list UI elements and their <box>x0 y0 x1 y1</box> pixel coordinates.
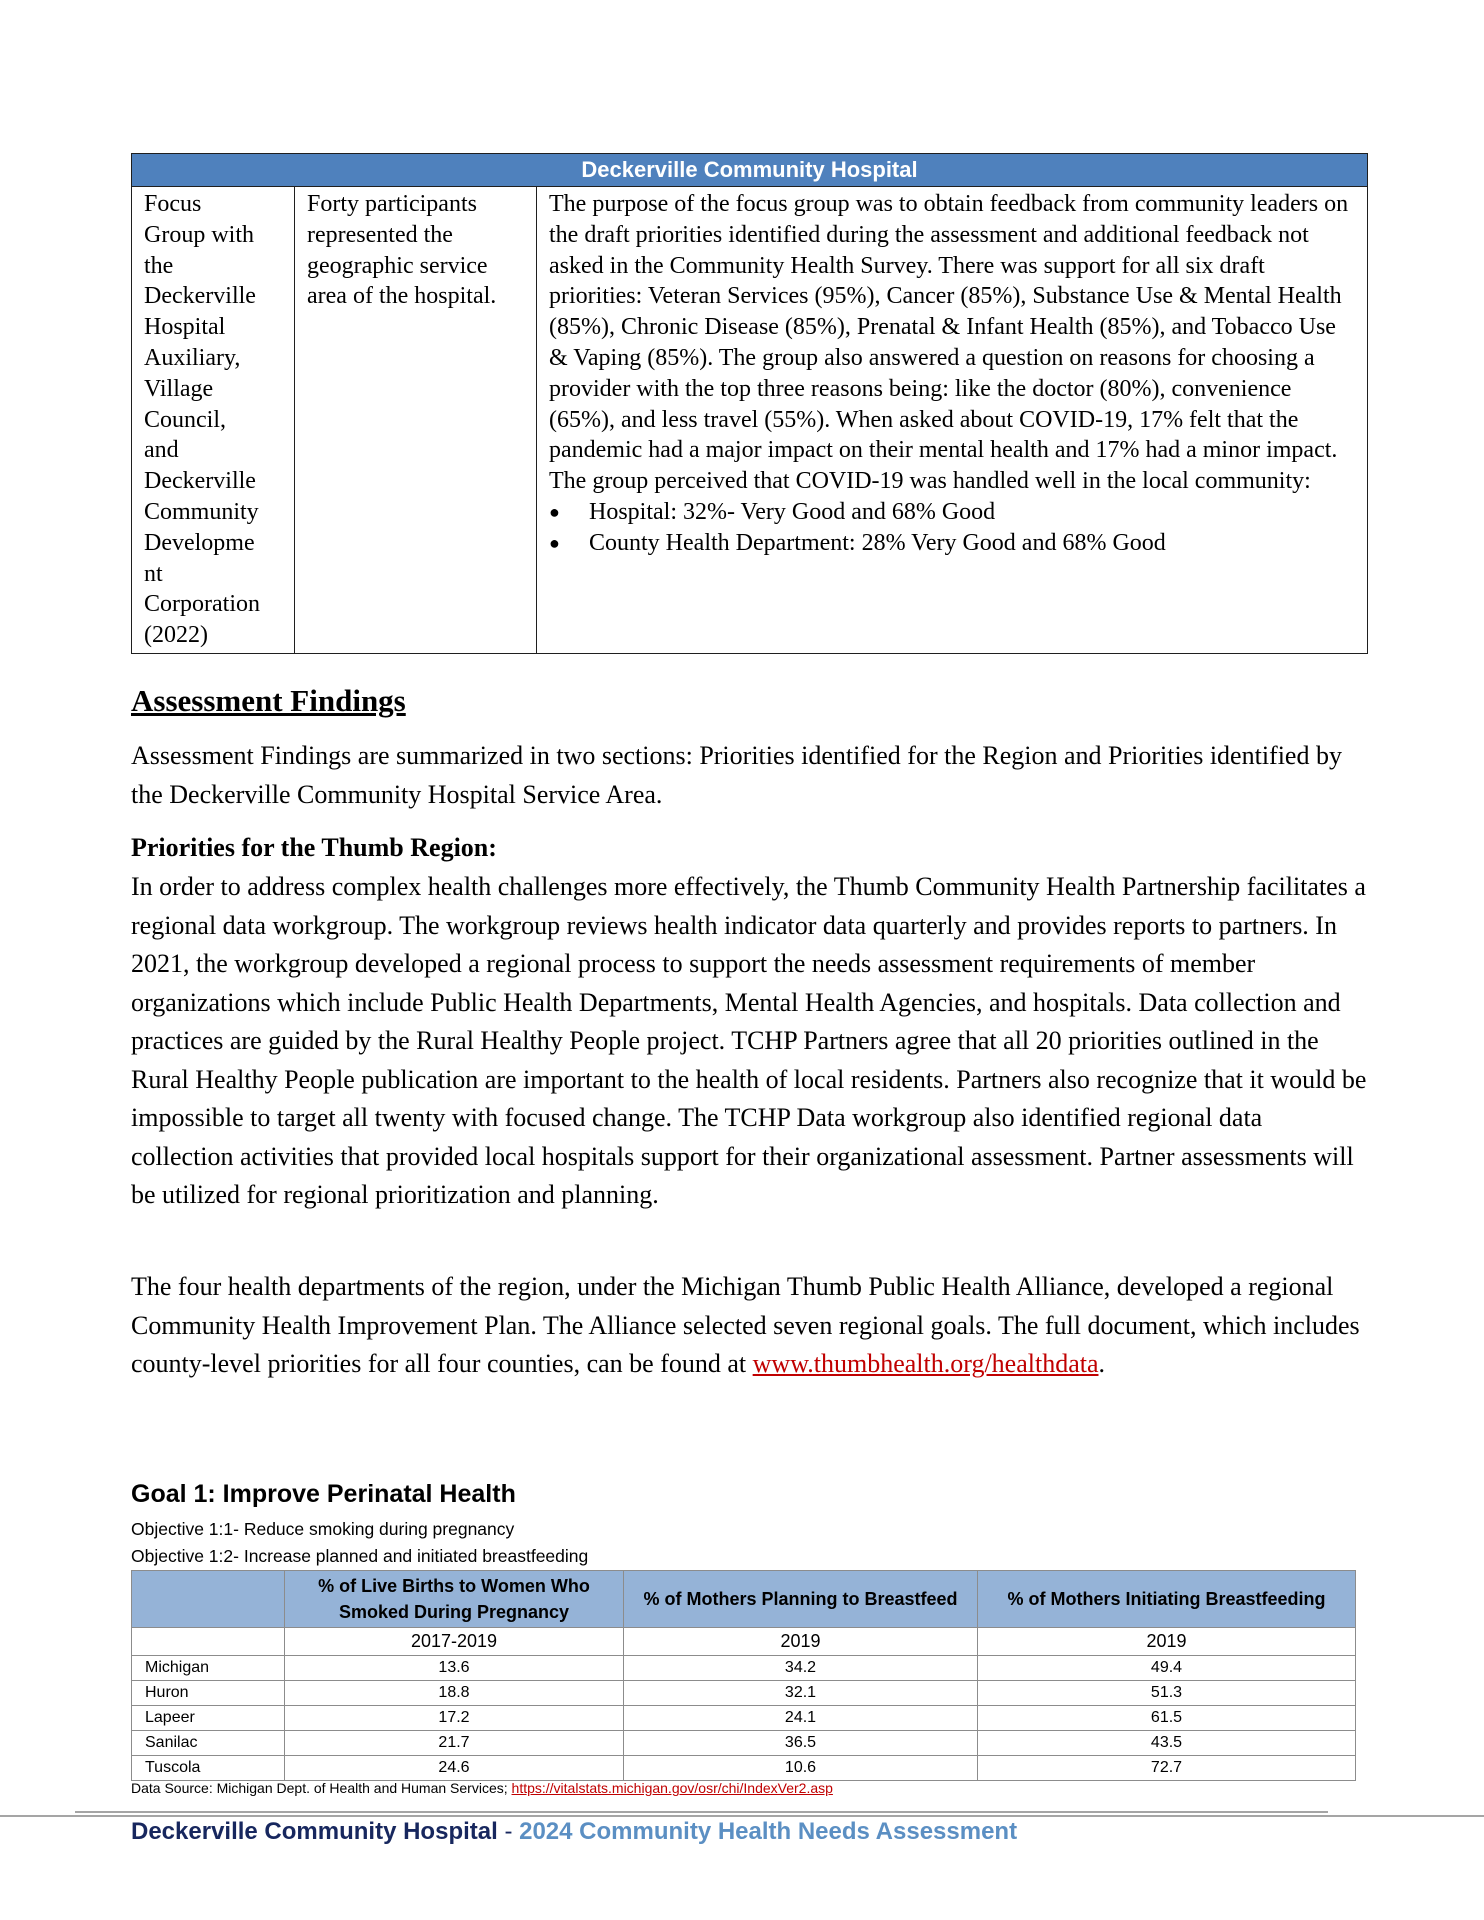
findings-cell <box>537 187 1368 654</box>
assessment-findings-heading: Assessment Findings <box>131 683 406 718</box>
table-cell: 24.6 <box>285 1756 624 1781</box>
table-cell: 51.3 <box>978 1681 1356 1706</box>
cell-line: Council, <box>144 406 226 433</box>
cell-line: nt <box>144 560 163 587</box>
assessment-intro-paragraph: Assessment Findings are summarized in two sections: Priorities identified for the Region and Priorities identified by the Deckerville Community Hospital Service Area. <box>131 741 1342 809</box>
column-header: % of Live Births to Women Who Smoked During Pregnancy <box>285 1571 624 1628</box>
cell-line: Auxiliary, <box>144 344 241 371</box>
perinatal-health-table <box>131 1570 1356 1781</box>
footer-divider <box>0 1815 1484 1817</box>
participants-cell: Forty participants represented the geographic service area of the hospital. <box>295 187 537 654</box>
table-row <box>132 1706 1356 1731</box>
cell-line: Corporation <box>144 591 260 618</box>
focus-group-table <box>131 153 1368 654</box>
data-source-note <box>131 1780 833 1796</box>
year-cell <box>132 1628 285 1656</box>
focus-group-name-cell <box>132 187 295 654</box>
cell-line: Group with <box>144 221 254 248</box>
thumbhealth-link[interactable]: www.thumbhealth.org/healthdata <box>752 1349 1099 1378</box>
cell-line: Village <box>144 375 214 402</box>
cell-line: Deckerville <box>144 468 256 495</box>
thumb-region-heading: Priorities for the Thumb Region: <box>131 833 497 862</box>
year-cell: 2017-2019 <box>285 1628 624 1656</box>
footer-divider <box>75 1811 1328 1813</box>
row-label: Michigan <box>132 1656 285 1681</box>
row-label: Tuscola <box>132 1756 285 1781</box>
footer-doc-title: 2024 Community Health Needs Assessment <box>519 1818 1018 1845</box>
objective-1-2: Objective 1:2- Increase planned and initiated breastfeeding <box>131 1546 589 1566</box>
alliance-end: . <box>1098 1349 1105 1378</box>
row-label: Sanilac <box>132 1731 285 1756</box>
objective-1-1: Objective 1:1- Reduce smoking during pregnancy <box>131 1519 515 1539</box>
vitalstats-link[interactable]: https://vitalstats.michigan.gov/osr/chi/IndexVer2.asp <box>511 1780 833 1796</box>
table-header: Deckerville Community Hospital <box>132 154 1368 187</box>
footer-org: Deckerville Community Hospital <box>131 1818 498 1845</box>
table-cell: 24.1 <box>624 1706 978 1731</box>
table-cell: 43.5 <box>978 1731 1356 1756</box>
column-header <box>132 1571 285 1628</box>
table-cell: 18.8 <box>285 1681 624 1706</box>
table-cell: 17.2 <box>285 1706 624 1731</box>
table-row <box>132 1681 1356 1706</box>
table-cell: 36.5 <box>624 1731 978 1756</box>
covid-rating-list <box>549 497 1355 559</box>
years-row <box>132 1628 1356 1656</box>
table-row <box>132 187 1368 654</box>
page-footer <box>131 1818 1017 1846</box>
table-row <box>132 1656 1356 1681</box>
table-cell: 32.1 <box>624 1681 978 1706</box>
alliance-text: The four health departments of the region, under the Michigan Thumb Public Health Alliance, developed a regional Community Health Improvement Plan. The Alliance selected seven regional goals. The full document, which includes county-level priorities for all four counties, can be found at <box>131 1272 1360 1378</box>
table-header-row <box>132 1571 1356 1628</box>
goal-title: Goal 1: Improve Perinatal Health <box>131 1480 516 1508</box>
table-cell: 10.6 <box>624 1756 978 1781</box>
table-row <box>132 1731 1356 1756</box>
table-cell: 72.7 <box>978 1756 1356 1781</box>
cell-line: Deckerville <box>144 283 256 310</box>
list-item: ● Hospital: 32%- Very Good and 68% Good <box>549 497 1355 528</box>
cell-line: Focus <box>144 191 202 217</box>
table-cell: 34.2 <box>624 1656 978 1681</box>
cell-line: (2022) <box>144 622 208 649</box>
alliance-paragraph <box>131 1268 1371 1384</box>
table-cell: 49.4 <box>978 1656 1356 1681</box>
footer-separator: - <box>497 1818 520 1845</box>
row-label: Huron <box>132 1681 285 1706</box>
column-header: % of Mothers Planning to Breastfeed <box>624 1571 978 1628</box>
source-text: Data Source: Michigan Dept. of Health and Human Services; <box>131 1780 512 1796</box>
cell-line: Community <box>144 498 259 525</box>
cell-line: Developme <box>144 529 255 556</box>
cell-line: the <box>144 252 174 279</box>
year-cell: 2019 <box>624 1628 978 1656</box>
column-header: % of Mothers Initiating Breastfeeding <box>978 1571 1356 1628</box>
table-cell: 13.6 <box>285 1656 624 1681</box>
year-cell: 2019 <box>978 1628 1356 1656</box>
thumb-region-paragraph: In order to address complex health challenges more effectively, the Thumb Community Health Partnership facilitates a regional data workgroup. The workgroup reviews health indicator data quarterly and provides reports to partners. In 2021, the workgroup developed a regional process to support the needs assessment requirements of member organizations which include Public Health Departments, Mental Health Agencies, and hospitals. Data collection and practices are guided by the Rural Healthy People project. TCHP Partners agree that all 20 priorities outlined in the Rural Healthy People publication are important to the health of local residents. Partners also recognize that it would be impossible to target all twenty with focused change. The TCHP Data workgroup also identified regional data collection activities that provided local hospitals support for their organizational assessment. Partner assessments will be utilized for regional prioritization and planning. <box>131 872 1367 1209</box>
table-row <box>132 1756 1356 1781</box>
list-item: ● County Health Department: 28% Very Good and 68% Good <box>549 528 1355 559</box>
table-cell: 61.5 <box>978 1706 1356 1731</box>
findings-text: The purpose of the focus group was to obtain feedback from community leaders on the draft priorities identified during the assessment and additional feedback not asked in the Community Health Survey. There was support for all six draft priorities: Veteran Services (95%), Cancer (85%), Substance Use & Mental Health (85%), Chronic Disease (85%), Prenatal & Infant Health (85%), and Tobacco Use & Vaping (85%). The group also answered a question on reasons for choosing a provider with the top three reasons being: like the doctor (80%), convenience (65%), and less travel (55%). When asked about COVID-19, 17% felt that the pandemic had a major impact on their mental health and 17% had a minor impact. The group perceived that COVID-19 was handled well in the local community: <box>549 191 1349 495</box>
table-cell: 21.7 <box>285 1731 624 1756</box>
cell-line: and <box>144 437 179 464</box>
row-label: Lapeer <box>132 1706 285 1731</box>
cell-line: Hospital <box>144 314 226 341</box>
